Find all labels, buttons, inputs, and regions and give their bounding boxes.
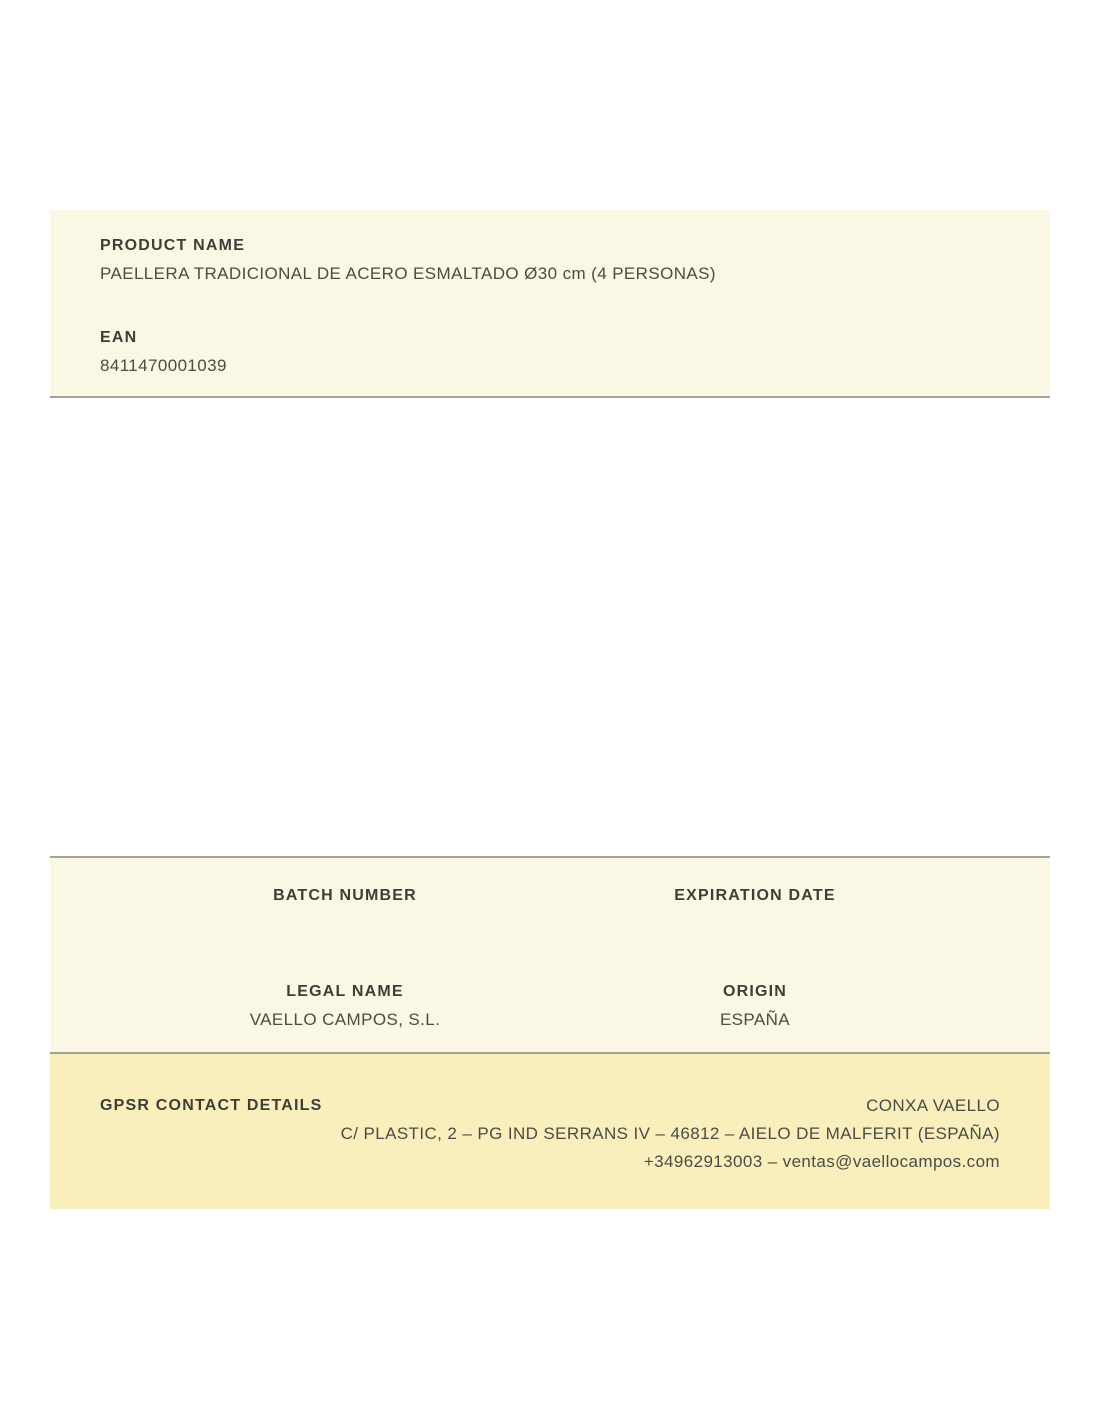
contact-address-line: C/ PLASTIC, 2 – PG IND SERRANS IV – 46812 – AIELO DE MALFERIT (ESPAÑA) bbox=[340, 1124, 1000, 1143]
legal-name-label: LEGAL NAME bbox=[286, 983, 404, 1000]
gpsr-contact-lines bbox=[341, 1092, 1000, 1176]
product-name-label: PRODUCT NAME bbox=[100, 237, 246, 254]
origin-field bbox=[560, 982, 950, 1032]
ean-field bbox=[100, 328, 1000, 378]
gpsr-contact-label: GPSR CONTACT DETAILS bbox=[100, 1097, 323, 1114]
ean-label: EAN bbox=[100, 329, 138, 346]
blank-image-area bbox=[50, 400, 1050, 854]
product-name-value: PAELLERA TRADICIONAL DE ACERO ESMALTADO Ø30 cm (4 PERSONAS) bbox=[100, 264, 716, 283]
legal-name-value: VAELLO CAMPOS, S.L. bbox=[249, 1010, 441, 1029]
gpsr-contact-panel bbox=[50, 1054, 1050, 1209]
batch-number-field bbox=[150, 886, 540, 912]
expiration-date-label: EXPIRATION DATE bbox=[674, 887, 836, 904]
expiration-date-field bbox=[560, 886, 950, 912]
legal-name-field bbox=[150, 982, 540, 1032]
ean-value: 8411470001039 bbox=[100, 356, 227, 375]
origin-label: ORIGIN bbox=[722, 983, 788, 1000]
batch-origin-grid bbox=[150, 886, 950, 1032]
product-name-field bbox=[100, 236, 1000, 286]
batch-number-label: BATCH NUMBER bbox=[273, 887, 417, 904]
contact-phone-email-line: +34962913003 – ventas@vaellocampos.com bbox=[643, 1152, 1000, 1171]
contact-person-line: CONXA VAELLO bbox=[866, 1096, 1000, 1115]
batch-origin-panel bbox=[50, 856, 1050, 1054]
origin-value: ESPAÑA bbox=[719, 1010, 791, 1029]
product-info-panel bbox=[50, 210, 1050, 398]
